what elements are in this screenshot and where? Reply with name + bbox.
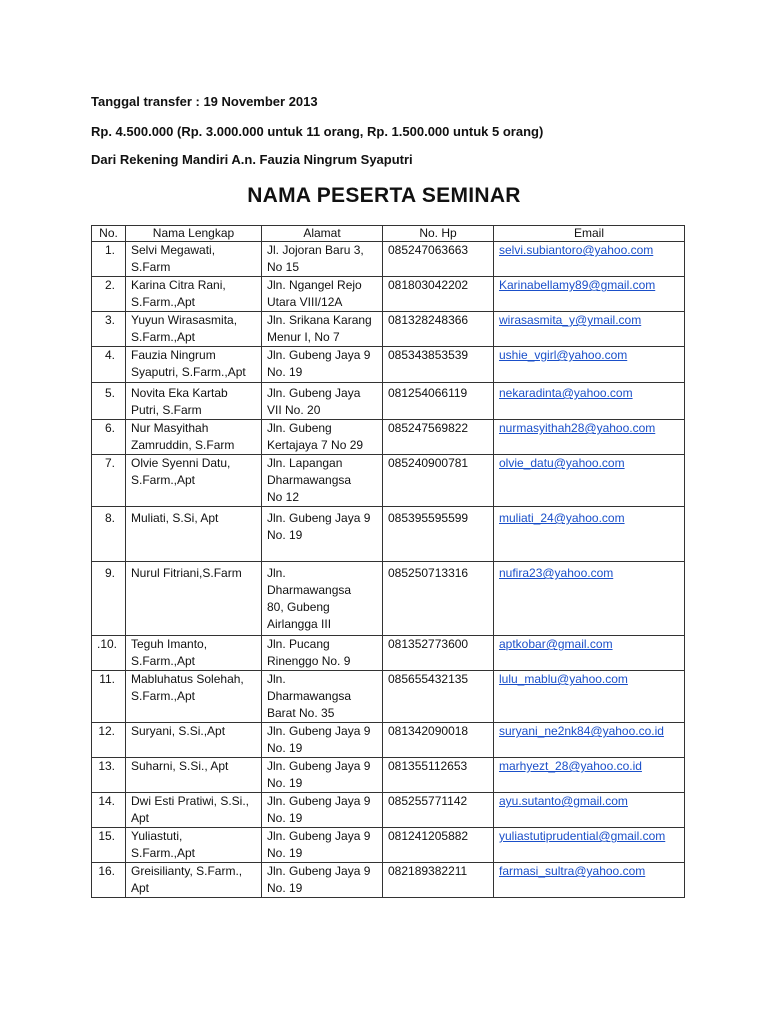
phone-number: 085247063663 bbox=[388, 243, 469, 257]
participant-name-line: Selvi Megawati, bbox=[131, 243, 216, 257]
email-link[interactable]: yuliastutiprudential@gmail.com bbox=[499, 829, 666, 843]
participant-name-line: Putri, S.Farm bbox=[131, 403, 202, 417]
column-header-phone: No. Hp bbox=[383, 226, 494, 242]
cell-no bbox=[92, 507, 126, 562]
phone-number: 081342090018 bbox=[388, 724, 469, 738]
address-line: Jln. Lapangan bbox=[267, 456, 343, 470]
table-row bbox=[92, 420, 685, 455]
table-header-row bbox=[92, 226, 685, 242]
cell-phone bbox=[383, 636, 494, 671]
cell-address bbox=[262, 420, 383, 455]
address-line: Jln. Ngangel Rejo bbox=[267, 278, 362, 292]
cell-phone bbox=[383, 671, 494, 723]
email-link[interactable]: nekaradinta@yahoo.com bbox=[499, 386, 633, 400]
address-line: Dharmawangsa bbox=[267, 473, 352, 487]
cell-address bbox=[262, 863, 383, 898]
phone-number: 081803042202 bbox=[388, 278, 469, 292]
cell-name bbox=[126, 636, 262, 671]
address-line: No 15 bbox=[267, 260, 300, 274]
cell-no bbox=[92, 636, 126, 671]
row-number: 5. bbox=[104, 386, 115, 400]
cell-email bbox=[494, 636, 685, 671]
column-header-name: Nama Lengkap bbox=[126, 226, 262, 242]
email-link[interactable]: nufira23@yahoo.com bbox=[499, 566, 614, 580]
cell-phone bbox=[383, 383, 494, 420]
cell-name bbox=[126, 863, 262, 898]
cell-name bbox=[126, 793, 262, 828]
address-line: Rinenggo No. 9 bbox=[267, 654, 351, 668]
cell-name bbox=[126, 242, 262, 277]
cell-no bbox=[92, 562, 126, 636]
cell-name bbox=[126, 671, 262, 723]
cell-phone bbox=[383, 828, 494, 863]
cell-email bbox=[494, 312, 685, 347]
document-title: NAMA PESERTA SEMINAR bbox=[247, 184, 521, 207]
participant-name-line: Apt bbox=[131, 811, 150, 825]
table-row bbox=[92, 723, 685, 758]
table-row bbox=[92, 312, 685, 347]
cell-no bbox=[92, 420, 126, 455]
participant-name-line: Mabluhatus Solehah, bbox=[131, 672, 244, 686]
cell-email bbox=[494, 758, 685, 793]
email-link[interactable]: olvie_datu@yahoo.com bbox=[499, 456, 625, 470]
participant-name-line: Suharni, S.Si., Apt bbox=[131, 759, 229, 773]
phone-number: 081355112653 bbox=[388, 759, 468, 773]
cell-no bbox=[92, 312, 126, 347]
cell-name bbox=[126, 277, 262, 312]
cell-phone bbox=[383, 455, 494, 507]
cell-name bbox=[126, 383, 262, 420]
cell-email bbox=[494, 420, 685, 455]
table-row bbox=[92, 383, 685, 420]
row-number: 9. bbox=[104, 566, 115, 580]
table-row bbox=[92, 242, 685, 277]
cell-address bbox=[262, 383, 383, 420]
address-line: Jln. Gubeng Jaya 9 bbox=[267, 759, 371, 773]
email-link[interactable]: marhyezt_28@yahoo.co.id bbox=[499, 759, 642, 773]
cell-no bbox=[92, 347, 126, 383]
cell-address bbox=[262, 723, 383, 758]
participants-table bbox=[91, 225, 685, 898]
row-number: 12. bbox=[98, 724, 115, 738]
address-line: Jln. Gubeng Jaya 9 bbox=[267, 794, 371, 808]
table-row bbox=[92, 671, 685, 723]
cell-address bbox=[262, 758, 383, 793]
cell-phone bbox=[383, 758, 494, 793]
phone-number: 082189382211 bbox=[388, 864, 468, 878]
cell-phone bbox=[383, 562, 494, 636]
cell-phone bbox=[383, 242, 494, 277]
table-row bbox=[92, 793, 685, 828]
cell-email bbox=[494, 562, 685, 636]
cell-email bbox=[494, 723, 685, 758]
row-number: 4. bbox=[104, 348, 115, 362]
cell-name bbox=[126, 455, 262, 507]
participant-name-line: S.Farm.,Apt bbox=[131, 295, 196, 309]
table-row bbox=[92, 277, 685, 312]
phone-number: 085250713316 bbox=[388, 566, 469, 580]
email-link[interactable]: farmasi_sultra@yahoo.com bbox=[499, 864, 646, 878]
address-line: No. 19 bbox=[267, 365, 303, 379]
phone-number: 081241205882 bbox=[388, 829, 469, 843]
column-header-no: No. bbox=[92, 226, 126, 242]
row-number: 14. bbox=[98, 794, 115, 808]
row-number: 2. bbox=[104, 278, 115, 292]
row-number: 7. bbox=[104, 456, 115, 470]
participant-name-line: Apt bbox=[131, 881, 150, 895]
cell-no bbox=[92, 671, 126, 723]
cell-email bbox=[494, 828, 685, 863]
address-line: Dharmawangsa bbox=[267, 689, 352, 703]
address-line: Jln. bbox=[267, 566, 286, 580]
email-link[interactable]: aptkobar@gmail.com bbox=[499, 637, 613, 651]
cell-no bbox=[92, 793, 126, 828]
cell-address bbox=[262, 347, 383, 383]
participant-name-line: S.Farm.,Apt bbox=[131, 846, 196, 860]
cell-address bbox=[262, 277, 383, 312]
cell-phone bbox=[383, 347, 494, 383]
address-line: Dharmawangsa bbox=[267, 583, 352, 597]
phone-number: 085655432135 bbox=[388, 672, 469, 686]
address-line: Jl. Jojoran Baru 3, bbox=[267, 243, 364, 257]
transfer-amount-line: Rp. 4.500.000 (Rp. 3.000.000 untuk 11 orang, Rp. 1.500.000 untuk 5 orang) bbox=[91, 124, 544, 139]
participant-name-line: S.Farm.,Apt bbox=[131, 654, 196, 668]
address-line: No. 19 bbox=[267, 811, 303, 825]
phone-number: 085240900781 bbox=[388, 456, 469, 470]
address-line: Utara VIII/12A bbox=[267, 295, 343, 309]
participant-name-line: Yuliastuti, bbox=[131, 829, 183, 843]
address-line: No. 19 bbox=[267, 846, 303, 860]
participant-name-line: Suryani, S.Si.,Apt bbox=[131, 724, 226, 738]
row-number: 16. bbox=[98, 864, 115, 878]
cell-email bbox=[494, 347, 685, 383]
row-number: 15. bbox=[98, 829, 115, 843]
phone-number: 085395595599 bbox=[388, 511, 469, 525]
cell-phone bbox=[383, 507, 494, 562]
cell-phone bbox=[383, 723, 494, 758]
cell-name bbox=[126, 347, 262, 383]
cell-address bbox=[262, 793, 383, 828]
table-row bbox=[92, 507, 685, 562]
participant-name-line: Karina Citra Rani, bbox=[131, 278, 226, 292]
cell-phone bbox=[383, 277, 494, 312]
cell-no bbox=[92, 383, 126, 420]
cell-phone bbox=[383, 863, 494, 898]
cell-no bbox=[92, 277, 126, 312]
cell-no bbox=[92, 863, 126, 898]
cell-email bbox=[494, 242, 685, 277]
cell-email bbox=[494, 863, 685, 898]
row-number: 6. bbox=[104, 421, 115, 435]
address-line: Barat No. 35 bbox=[267, 706, 335, 720]
address-line: VII No. 20 bbox=[267, 403, 321, 417]
table-row bbox=[92, 758, 685, 793]
phone-number: 081254066119 bbox=[388, 386, 468, 400]
address-line: Airlangga III bbox=[267, 617, 332, 631]
address-line: No. 19 bbox=[267, 741, 303, 755]
cell-address bbox=[262, 671, 383, 723]
participant-name-line: Yuyun Wirasasmita, bbox=[131, 313, 238, 327]
participant-name-line: Zamruddin, S.Farm bbox=[131, 438, 235, 452]
email-link[interactable]: lulu_mablu@yahoo.com bbox=[499, 672, 628, 686]
address-line: Jln. Gubeng Jaya 9 bbox=[267, 829, 371, 843]
cell-no bbox=[92, 723, 126, 758]
participant-name-line: Olvie Syenni Datu, bbox=[131, 456, 231, 470]
phone-number: 081328248366 bbox=[388, 313, 469, 327]
cell-no bbox=[92, 828, 126, 863]
address-line: Kertajaya 7 No 29 bbox=[267, 438, 364, 452]
participant-name-line: S.Farm.,Apt bbox=[131, 330, 196, 344]
participant-name-line: Fauzia Ningrum bbox=[131, 348, 216, 362]
address-line: Jln. Gubeng Jaya 9 bbox=[267, 511, 371, 525]
cell-address bbox=[262, 312, 383, 347]
address-line: No. 19 bbox=[267, 881, 303, 895]
address-line: 80, Gubeng bbox=[267, 600, 330, 614]
participant-name-line: Syaputri, S.Farm.,Apt bbox=[131, 365, 246, 379]
address-line: Jln. Gubeng Jaya 9 bbox=[267, 724, 371, 738]
email-link[interactable]: suryani_ne2nk84@yahoo.co.id bbox=[499, 724, 664, 738]
table-row bbox=[92, 828, 685, 863]
participants-table-body bbox=[92, 242, 685, 898]
row-number: 1. bbox=[104, 243, 115, 257]
cell-name bbox=[126, 758, 262, 793]
table-row bbox=[92, 562, 685, 636]
cell-phone bbox=[383, 420, 494, 455]
cell-email bbox=[494, 507, 685, 562]
address-line: No. 19 bbox=[267, 776, 303, 790]
table-row bbox=[92, 863, 685, 898]
phone-number: 085343853539 bbox=[388, 348, 469, 362]
cell-address bbox=[262, 562, 383, 636]
table-row bbox=[92, 636, 685, 671]
address-line: No. 19 bbox=[267, 528, 303, 542]
phone-number: 085255771142 bbox=[388, 794, 468, 808]
cell-email bbox=[494, 383, 685, 420]
participant-name-line: S.Farm.,Apt bbox=[131, 473, 196, 487]
cell-name bbox=[126, 828, 262, 863]
cell-address bbox=[262, 507, 383, 562]
cell-name bbox=[126, 507, 262, 562]
row-number: 11. bbox=[99, 672, 115, 686]
participant-name-line: Muliati, S.Si, Apt bbox=[131, 511, 219, 525]
cell-email bbox=[494, 455, 685, 507]
address-line: Jln. Srikana Karang bbox=[267, 313, 372, 327]
participant-name-line: S.Farm.,Apt bbox=[131, 689, 196, 703]
email-link[interactable]: ushie_vgirl@yahoo.com bbox=[499, 348, 628, 362]
cell-address bbox=[262, 455, 383, 507]
address-line: Jln. Gubeng Jaya 9 bbox=[267, 348, 371, 362]
address-line: Menur I, No 7 bbox=[267, 330, 340, 344]
cell-email bbox=[494, 671, 685, 723]
table-row bbox=[92, 455, 685, 507]
cell-no bbox=[92, 758, 126, 793]
cell-address bbox=[262, 828, 383, 863]
address-line: Jln. Gubeng bbox=[267, 421, 332, 435]
cell-address bbox=[262, 242, 383, 277]
table-row bbox=[92, 347, 685, 383]
cell-no bbox=[92, 455, 126, 507]
participant-name-line: Nurul Fitriani,S.Farm bbox=[131, 566, 242, 580]
email-link[interactable]: selvi.subiantoro@yahoo.com bbox=[499, 243, 654, 257]
participant-name-line: Greisilianty, S.Farm., bbox=[131, 864, 243, 878]
row-number: 3. bbox=[104, 313, 115, 327]
cell-name bbox=[126, 562, 262, 636]
email-link[interactable]: nurmasyithah28@yahoo.com bbox=[499, 421, 656, 435]
column-header-address: Alamat bbox=[262, 226, 383, 242]
participant-name-line: S.Farm bbox=[131, 260, 171, 274]
row-number: 8. bbox=[104, 511, 115, 525]
email-link[interactable]: ayu.sutanto@gmail.com bbox=[499, 794, 628, 808]
address-line: No 12 bbox=[267, 490, 300, 504]
participant-name-line: Dwi Esti Pratiwi, S.Si., bbox=[131, 794, 250, 808]
participant-name-line: Novita Eka Kartab bbox=[131, 386, 228, 400]
address-line: Jln. Gubeng Jaya bbox=[267, 386, 361, 400]
cell-email bbox=[494, 793, 685, 828]
cell-name bbox=[126, 723, 262, 758]
email-link[interactable]: wirasasmita_y@ymail.com bbox=[499, 313, 642, 327]
transfer-date-line: Tanggal transfer : 19 November 2013 bbox=[91, 94, 318, 109]
address-line: Jln. Gubeng Jaya 9 bbox=[267, 864, 371, 878]
row-number: .10. bbox=[97, 637, 118, 651]
cell-address bbox=[262, 636, 383, 671]
cell-phone bbox=[383, 793, 494, 828]
cell-name bbox=[126, 312, 262, 347]
email-link[interactable]: muliati_24@yahoo.com bbox=[499, 511, 625, 525]
cell-email bbox=[494, 277, 685, 312]
row-number: 13. bbox=[98, 759, 115, 773]
cell-phone bbox=[383, 312, 494, 347]
address-line: Jln. Pucang bbox=[267, 637, 330, 651]
phone-number: 085247569822 bbox=[388, 421, 469, 435]
column-header-email: Email bbox=[494, 226, 685, 242]
cell-name bbox=[126, 420, 262, 455]
cell-no bbox=[92, 242, 126, 277]
participant-name-line: Nur Masyithah bbox=[131, 421, 209, 435]
phone-number: 081352773600 bbox=[388, 637, 469, 651]
source-account-line: Dari Rekening Mandiri A.n. Fauzia Ningrum Syaputri bbox=[91, 152, 413, 167]
email-link[interactable]: Karinabellamy89@gmail.com bbox=[499, 278, 656, 292]
participant-name-line: Teguh Imanto, bbox=[131, 637, 208, 651]
address-line: Jln. bbox=[267, 672, 286, 686]
